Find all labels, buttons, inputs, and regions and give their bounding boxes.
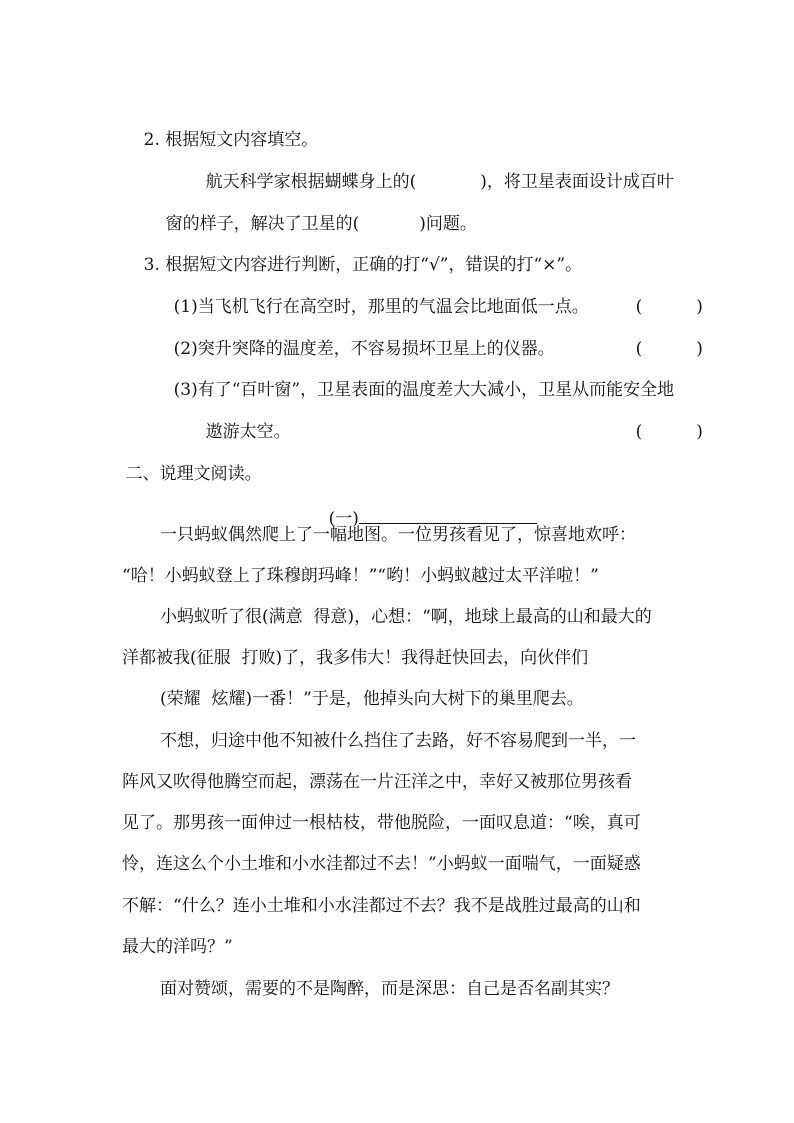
answer-open-paren: ( xyxy=(635,422,643,442)
section2-heading xyxy=(104,438,262,510)
story-p4-l1: 面对赞颂，需要的不是陶醉，而是深思：自己是否名副其实？ xyxy=(160,979,619,999)
q3-item-1-text: (1)当飞机飞行在高空时，那里的气温会比地面低一点。 xyxy=(173,297,589,317)
story-p3-l6: 最大的洋吗？” xyxy=(122,937,233,957)
story-p2-l1: 小蚂蚁听了很(满意 得意)，心想：“啊，地球上最高的山和最大的 xyxy=(160,607,652,627)
q3-item-3-continuation-text: 遨游太空。 xyxy=(205,422,291,442)
story-p3-l4: 怜，连这么个小土堆和小水洼都过不去！”小蚂蚁一面喘气，一面疑惑 xyxy=(122,854,641,874)
story-p2-l3: (荣耀 炫耀)一番！”于是，他掉头向大树下的巢里爬去。 xyxy=(160,689,584,709)
answer-open-paren: ( xyxy=(635,297,643,317)
story-p3-l1: 不想，归途中他不知被什么挡住了去路，好不容易爬到一半，一 xyxy=(160,731,636,751)
q3-item-2-text: (2)突升突降的温度差，不容易损坏卫星上的仪器。 xyxy=(173,339,555,359)
story-subtitle: (一) xyxy=(328,509,359,529)
story-p3-l5: 不解：“什么？连小土堆和小水洼都过不去？我不是战胜过最高的山和 xyxy=(122,896,641,916)
q3-item-3-text: (3)有了“百叶窗”，卫星表面的温度差大大减小，卫星从而能安全地 xyxy=(173,380,675,400)
title-blank[interactable] xyxy=(359,505,537,524)
answer-close-paren: ) xyxy=(696,422,703,442)
q2-line2-end: )问题。 xyxy=(419,214,477,234)
story-p3-l3: 见了。那男孩一面伸过一根枯枝，带他脱险，一面叹息道：“唉，真可 xyxy=(122,813,641,833)
q2-line1-start: 航天科学家根据蝴蝶身上的( xyxy=(205,172,417,192)
q2-line1-end: )，将卫星表面设计成百叶 xyxy=(480,172,674,192)
section2-heading-text: 二、说理文阅读。 xyxy=(125,464,262,484)
q3-heading-text: 3. 根据短文内容进行判断，正确的打“√”，错误的打“×”。 xyxy=(143,255,583,275)
story-p2-l2: 洋都被我(征服 打败)了，我多伟大！我得赶快回去，向伙伴们 xyxy=(122,648,589,668)
answer-close-paren: ) xyxy=(696,297,703,317)
story-p1-l2: “哈！小蚂蚁登上了珠穆朗玛峰！”“哟！小蚂蚁越过太平洋啦！” xyxy=(122,566,599,586)
answer-close-paren: ) xyxy=(696,339,703,359)
q2-line2-start: 窗的样子，解决了卫星的( xyxy=(165,214,360,234)
answer-open-paren: ( xyxy=(635,339,643,359)
q3-item-3-answer[interactable] xyxy=(614,396,703,468)
q2-heading-text: 2. 根据短文内容填空。 xyxy=(143,130,319,150)
story-p1-l1: 一只蚂蚁偶然爬上了一幅地图。一位男孩看见了，惊喜地欢呼： xyxy=(160,525,636,545)
story-p3-l2: 阵风又吹得他腾空而起，漂荡在一片汪洋之中，幸好又被那位男孩看 xyxy=(122,772,632,792)
